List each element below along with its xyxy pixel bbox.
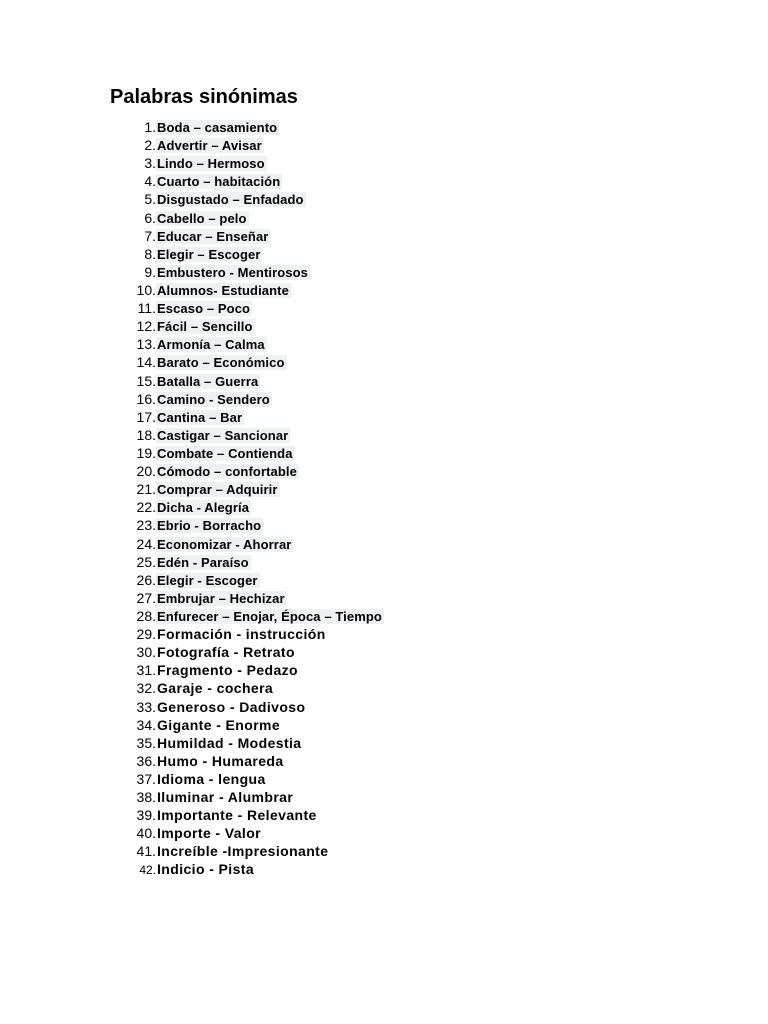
list-item bbox=[110, 699, 384, 717]
list-item-number: 7. bbox=[144, 227, 156, 244]
list-item-number-wrap bbox=[110, 264, 156, 282]
list-item-number: 40. bbox=[136, 825, 156, 842]
list-item-text: Gigante - Enorme bbox=[157, 716, 281, 733]
list-item bbox=[110, 735, 384, 753]
list-item-number: 20. bbox=[136, 463, 156, 480]
list-item-text: Embrujar – Hechizar bbox=[157, 590, 285, 606]
list-item bbox=[110, 626, 384, 644]
list-item-number: 33. bbox=[136, 698, 156, 715]
list-item bbox=[110, 861, 384, 879]
list-item-number: 14. bbox=[136, 354, 156, 371]
list-item-number: 26. bbox=[136, 571, 156, 588]
list-item bbox=[110, 137, 384, 155]
list-item-text: Camino - Sendero bbox=[157, 391, 270, 407]
list-item-text: Embustero - Mentirosos bbox=[157, 264, 308, 280]
list-item-number-wrap bbox=[110, 699, 156, 717]
list-item bbox=[110, 590, 384, 608]
list-item bbox=[110, 264, 384, 282]
list-item-number-wrap bbox=[110, 445, 156, 463]
list-item bbox=[110, 354, 384, 372]
list-item-number: 35. bbox=[136, 734, 156, 751]
list-item-number: 28. bbox=[136, 607, 156, 624]
list-item-number-wrap bbox=[110, 771, 156, 789]
list-item bbox=[110, 825, 384, 843]
list-item-text: Cabello – pelo bbox=[157, 210, 247, 226]
list-item-number: 4. bbox=[144, 173, 156, 190]
list-item-text: Alumnos- Estudiante bbox=[157, 282, 289, 298]
list-item-text: Importe - Valor bbox=[157, 825, 262, 842]
list-item-number: 24. bbox=[136, 535, 156, 552]
list-item-number: 11. bbox=[137, 300, 156, 317]
list-item-text: Cómodo – confortable bbox=[157, 464, 297, 480]
list-item-number-wrap bbox=[110, 210, 156, 228]
list-item-text: Increíble -Impresionante bbox=[157, 843, 329, 860]
list-item bbox=[110, 336, 384, 354]
list-item-number: 30. bbox=[136, 644, 156, 661]
list-item-text: Lindo – Hermoso bbox=[157, 156, 265, 172]
list-item bbox=[110, 300, 384, 318]
list-item bbox=[110, 608, 384, 626]
list-item bbox=[110, 155, 384, 173]
list-item-number-wrap bbox=[110, 391, 156, 409]
list-item-number-wrap bbox=[110, 282, 156, 300]
list-item bbox=[110, 517, 384, 535]
list-item bbox=[110, 427, 384, 445]
list-item-number-wrap bbox=[110, 717, 156, 735]
list-item-number-wrap bbox=[110, 300, 156, 318]
list-item-number: 39. bbox=[136, 807, 156, 824]
list-item-text: Barato – Económico bbox=[157, 355, 285, 371]
list-item-number-wrap bbox=[110, 137, 156, 155]
list-item-text: Combate – Contienda bbox=[157, 445, 293, 461]
list-item-number-wrap bbox=[110, 336, 156, 354]
list-item bbox=[110, 554, 384, 572]
list-item bbox=[110, 228, 384, 246]
list-item-number: 41. bbox=[136, 843, 156, 860]
list-item bbox=[110, 445, 384, 463]
list-item bbox=[110, 391, 384, 409]
list-item-number-wrap bbox=[110, 626, 156, 644]
list-item-number: 32. bbox=[136, 680, 156, 697]
list-item-number-wrap bbox=[110, 861, 156, 879]
list-item-number-wrap bbox=[110, 517, 156, 535]
list-item-number: 17. bbox=[136, 408, 156, 425]
list-item-number-wrap bbox=[110, 644, 156, 662]
list-item-text: Ebrio - Borracho bbox=[157, 518, 262, 534]
list-item-number-wrap bbox=[110, 173, 156, 191]
list-item-number-wrap bbox=[110, 590, 156, 608]
list-item bbox=[110, 191, 384, 209]
list-item-number: 3. bbox=[144, 155, 156, 172]
list-item-text: Boda – casamiento bbox=[157, 120, 278, 135]
list-item bbox=[110, 807, 384, 825]
list-item-number-wrap bbox=[110, 807, 156, 825]
list-item bbox=[110, 499, 384, 517]
list-item-text: Armonía – Calma bbox=[157, 337, 265, 353]
list-item-number: 23. bbox=[136, 517, 156, 534]
list-item-number: 38. bbox=[136, 789, 156, 806]
list-item bbox=[110, 409, 384, 427]
list-item-text: Fragmento - Pedazo bbox=[157, 662, 298, 679]
list-item-number-wrap bbox=[110, 191, 156, 209]
list-item-number: 6. bbox=[144, 209, 156, 226]
list-item-text: Formación - instrucción bbox=[157, 626, 326, 643]
list-item-number-wrap bbox=[110, 119, 156, 137]
list-item-number: 29. bbox=[136, 626, 156, 643]
list-item-text: Generoso - Dadivoso bbox=[157, 698, 306, 715]
list-item bbox=[110, 119, 384, 137]
list-item-text: Castigar – Sancionar bbox=[157, 427, 289, 443]
list-item-number: 34. bbox=[136, 716, 156, 733]
synonym-list bbox=[110, 119, 384, 880]
list-item bbox=[110, 373, 384, 391]
list-item-number: 2. bbox=[144, 137, 156, 154]
list-item bbox=[110, 644, 384, 662]
list-item-number-wrap bbox=[110, 825, 156, 843]
list-item-text: Educar – Enseñar bbox=[157, 228, 269, 244]
list-item-number-wrap bbox=[110, 481, 156, 499]
list-item-number-wrap bbox=[110, 572, 156, 590]
list-item bbox=[110, 753, 384, 771]
list-item-text: Elegir – Escoger bbox=[157, 246, 261, 262]
list-item-number-wrap bbox=[110, 354, 156, 372]
list-item-text: Garaje - cochera bbox=[157, 680, 274, 697]
list-item-number-wrap bbox=[110, 499, 156, 517]
list-item-number: 36. bbox=[136, 752, 156, 769]
list-item-number-wrap bbox=[110, 843, 156, 861]
list-item-number-wrap bbox=[110, 789, 156, 807]
list-item-number: 9. bbox=[144, 263, 156, 280]
list-item-number: 12. bbox=[136, 318, 156, 335]
list-item bbox=[110, 536, 384, 554]
list-item-number-wrap bbox=[110, 409, 156, 427]
list-item-number: 10. bbox=[136, 281, 156, 298]
list-item-text: Edén - Paraíso bbox=[157, 554, 249, 570]
list-item bbox=[110, 173, 384, 191]
list-item-text: Fácil – Sencillo bbox=[157, 319, 253, 335]
list-item-number-wrap bbox=[110, 463, 156, 481]
list-item-number: 16. bbox=[136, 390, 156, 407]
list-item-text: Disgustado – Enfadado bbox=[157, 192, 304, 208]
list-item bbox=[110, 717, 384, 735]
list-item-number-wrap bbox=[110, 735, 156, 753]
list-item-number-wrap bbox=[110, 373, 156, 391]
list-item-text: Cantina – Bar bbox=[157, 409, 243, 425]
list-item-text: Importante - Relevante bbox=[157, 807, 317, 824]
list-item-text: Iluminar - Alumbrar bbox=[157, 789, 294, 806]
list-item bbox=[110, 318, 384, 336]
list-item-text: Fotografía - Retrato bbox=[157, 644, 295, 661]
list-item-text: Idioma - lengua bbox=[157, 770, 266, 787]
list-item-text: Humildad - Modestia bbox=[157, 734, 302, 751]
list-item-number: 18. bbox=[136, 426, 156, 443]
list-item-number-wrap bbox=[110, 228, 156, 246]
list-item-number: 1. bbox=[144, 119, 156, 135]
list-item-text: Enfurecer – Enojar, Época – Tiempo bbox=[157, 608, 382, 624]
list-item-number: 19. bbox=[136, 444, 156, 461]
list-item-text: Cuarto – habitación bbox=[157, 174, 281, 190]
list-item-number: 8. bbox=[144, 245, 156, 262]
list-item-text: Comprar – Adquirir bbox=[157, 482, 278, 498]
list-item-text: Batalla – Guerra bbox=[157, 373, 259, 389]
list-item bbox=[110, 680, 384, 698]
list-item-text: Economizar - Ahorrar bbox=[157, 536, 292, 552]
list-item bbox=[110, 282, 384, 300]
list-item bbox=[110, 572, 384, 590]
list-item-number-wrap bbox=[110, 318, 156, 336]
list-item bbox=[110, 246, 384, 264]
list-item-number-wrap bbox=[110, 753, 156, 771]
list-item bbox=[110, 662, 384, 680]
list-item-number: 15. bbox=[136, 372, 156, 389]
list-item bbox=[110, 843, 384, 861]
list-item-number-wrap bbox=[110, 554, 156, 572]
list-item-text: Humo - Humareda bbox=[157, 752, 284, 769]
list-item-number-wrap bbox=[110, 246, 156, 264]
list-item-number: 21. bbox=[136, 481, 156, 498]
list-item bbox=[110, 771, 384, 789]
list-item-number-wrap bbox=[110, 608, 156, 626]
list-item-number: 42. bbox=[139, 863, 156, 878]
list-item-number-wrap bbox=[110, 155, 156, 173]
list-item-number: 5. bbox=[144, 191, 156, 208]
list-item-number-wrap bbox=[110, 427, 156, 445]
list-item bbox=[110, 481, 384, 499]
list-item-number-wrap bbox=[110, 680, 156, 698]
list-item-number: 37. bbox=[136, 770, 156, 787]
list-item-number-wrap bbox=[110, 662, 156, 680]
list-item bbox=[110, 789, 384, 807]
list-item-number: 25. bbox=[136, 553, 156, 570]
list-item-number: 27. bbox=[136, 589, 156, 606]
page-title: Palabras sinónimas bbox=[110, 86, 298, 108]
list-item-number: 31. bbox=[136, 662, 156, 679]
list-item-number: 13. bbox=[136, 336, 156, 353]
list-item-text: Indicio - Pista bbox=[157, 861, 255, 878]
list-item-number-wrap bbox=[110, 536, 156, 554]
list-item-text: Elegir - Escoger bbox=[157, 572, 258, 588]
list-item-text: Escaso – Poco bbox=[157, 301, 251, 317]
list-item-text: Dicha - Alegría bbox=[157, 500, 250, 516]
list-item-number: 22. bbox=[136, 499, 156, 516]
list-item bbox=[110, 210, 384, 228]
list-item-text: Advertir – Avisar bbox=[157, 138, 262, 154]
list-item bbox=[110, 463, 384, 481]
